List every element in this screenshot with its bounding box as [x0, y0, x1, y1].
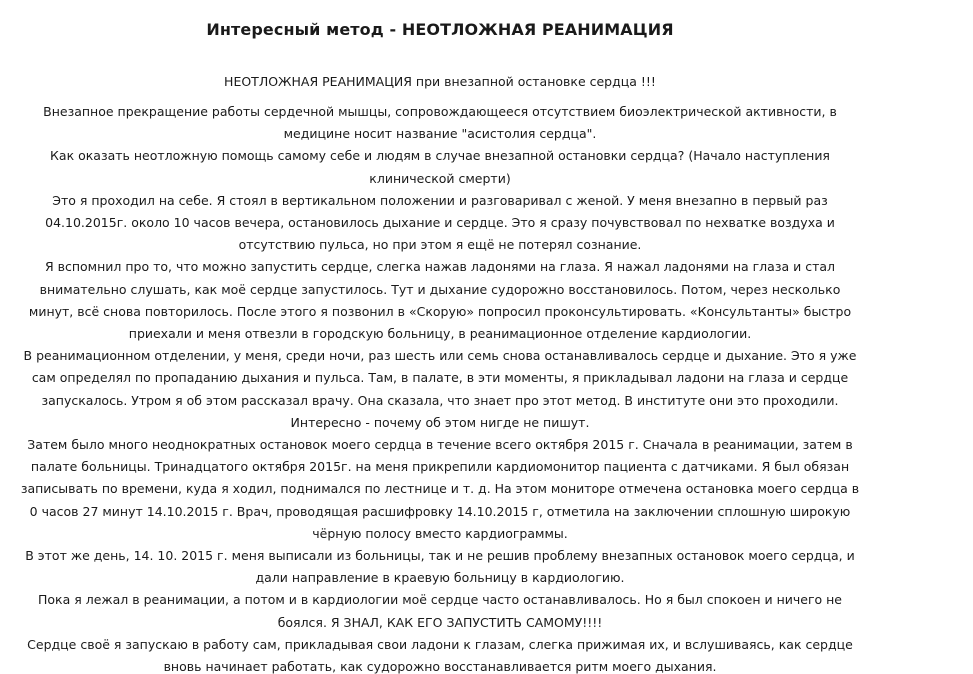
article-subtitle: НЕОТЛОЖНАЯ РЕАНИМАЦИЯ при внезапной остановке сердца !!!	[224, 74, 656, 89]
article-paragraph-7: В этот же день, 14. 10. 2015 г. меня выписали из больницы, так и не решив проблему внезапных остановок моего сердца, и дали направление в краевую больницу в кардиологию.	[25, 548, 855, 586]
article-paragraph-3: Это я проходил на себе. Я стоял в вертикальном положении и разговаривал с женой. У меня внезапно в первый раз 04.10.2015г. около 10 часов вечера, остановилось дыхание и сердце. Это я сразу почувствовал по нехватке воздуха и отсутствию пульса, но при этом я ещё не потерял сознание.	[45, 192, 835, 253]
article-body	[16, 101, 864, 674]
article-paragraph-1: Внезапное прекращение работы сердечной мышцы, сопровождающееся отсутствием биоэлектрической активности, в медицине носит название "асистолия сердца".	[43, 104, 837, 142]
article-paragraph-2: Как оказать неотложную помощь самому себе и людям в случае внезапной остановки сердца? (Начало наступления клинической смерти)	[50, 148, 830, 186]
article-paragraph-9: Сердце своё я запускаю в работу сам, прикладывая свои ладони к глазам, слегка прижимая их, и вслушиваясь, как сердце вновь начинает работать, как судорожно восстанавливается ритм моего дыхания.	[27, 636, 853, 674]
article-paragraph-8: Пока я лежал в реанимации, а потом и в кардиологии моё сердце часто останавливалось. Но я был спокоен и ничего не боялся. Я ЗНАЛ, КАК ЕГО ЗАПУСТИТЬ САМОМУ!!!!	[37, 592, 842, 630]
article-paragraph-4: Я вспомнил про то, что можно запустить сердце, слегка нажав ладонями на глаза. Я нажал ладонями на глаза и стал внимательно слушать, как моё сердце запустилось. Тут и дыхание судорожно восстановилось. Потом, через несколько минут, всё снова повторилось. После этого я позвонил в «Скорую» попросил проконсультировать. «Консультанты» быстро приехали и меня отвезли в городскую больницу, в реанимационное отделение кардиологии.	[28, 259, 852, 342]
page-title: Интересный метод - НЕОТЛОЖНАЯ РЕАНИМАЦИЯ	[206, 20, 674, 39]
article-paragraph-5: В реанимационном отделении, у меня, среди ночи, раз шесть или семь снова останавливалось сердце и дыхание. Это я уже сам определял по пропаданию дыхания и пульса. Там, в палате, в эти моменты, я прикладывал ладони на глаза и сердце запускалось. Утром я об этом рассказал врачу. Она сказала, что знает про этот метод. В институте они это проходили. Интересно - почему об этом нигде не пишут.	[23, 348, 857, 430]
article-paragraph-6: Затем было много неоднократных остановок моего сердца в течение всего октября 2015 г. Сначала в реанимации, затем в палате больницы. Тринадцатого октября 2015г. на меня прикрепили кардиомонитор пациента с датчиками. Я был обязан записывать по времени, куда я ходил, поднимался по лестнице и т. д. На этом мониторе отмечена остановка моего сердца в 0 часов 27 минут 14.10.2015 г. Врач, проводящая расшифровку 14.10.2015 г, отметила на заключении сплошную широкую чёрную полосу вместо кардиограммы.	[20, 437, 860, 541]
